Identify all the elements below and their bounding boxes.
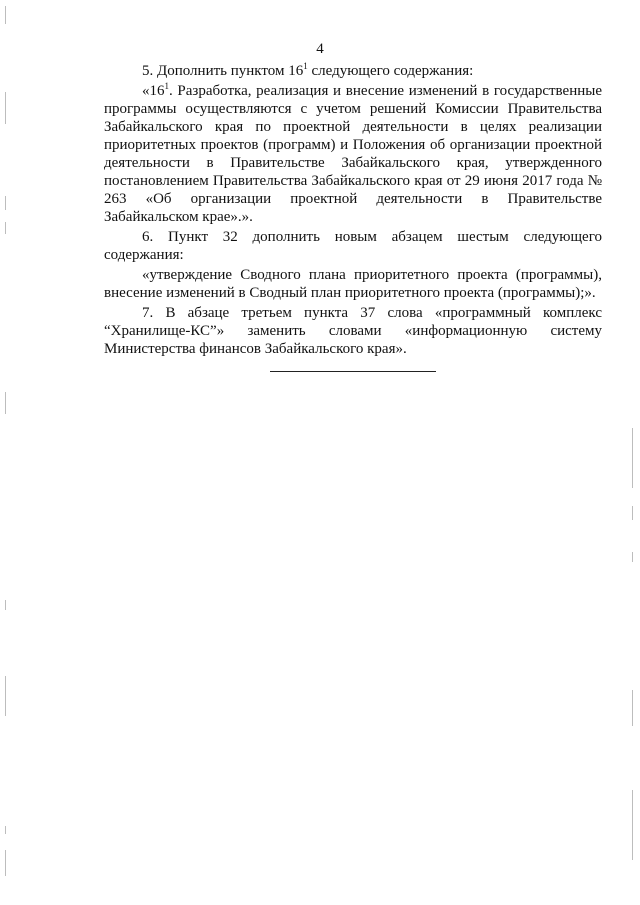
scan-edge-marks-left <box>5 0 6 905</box>
paragraph-item-5 <box>104 62 602 80</box>
paragraph-text: 5. Дополнить пунктом 16 <box>142 63 304 79</box>
page-number: 4 <box>316 41 324 57</box>
paragraph-item-7 <box>104 304 602 358</box>
superscript: 1 <box>164 81 169 91</box>
paragraph-text: . Разработка, реализация и внесение изменений в государственные программы осуществляются с учетом решений Комиссии Правительства Забайкальского края по проектной деятельности в целях реализации приоритетных проектов (программ) и Положения об организации проектной деятельности в Правительстве Забайкальского края, утвержденного постановлением Правительства Забайкальского края от 29 июня 2017 года № 263 «Об организации проектной деятельности в Правительстве Забайкальском крае».». <box>104 83 602 225</box>
paragraph-item-6-text <box>104 266 602 302</box>
paragraph-item-16-1-text <box>104 82 602 226</box>
superscript: 1 <box>303 61 308 71</box>
paragraph-text: «утверждение Сводного плана приоритетного проекта (программы), внесение изменений в Сводный план приоритетного проекта (программы);». <box>104 267 602 301</box>
scan-edge-marks-right <box>632 0 633 905</box>
document-body <box>104 62 602 358</box>
paragraph-text: «16 <box>142 83 165 99</box>
paragraph-text: 7. В абзаце третьем пункта 37 слова «программный комплекс “Хранилище-КС”» заменить словами «информационную систему Министерства финансов Забайкальского края». <box>104 305 602 357</box>
paragraph-item-6 <box>104 228 602 264</box>
paragraph-text: 6. Пункт 32 дополнить новым абзацем шестым следующего содержания: <box>104 229 602 263</box>
end-separator-line <box>270 371 436 372</box>
paragraph-text: следующего содержания: <box>307 63 474 79</box>
